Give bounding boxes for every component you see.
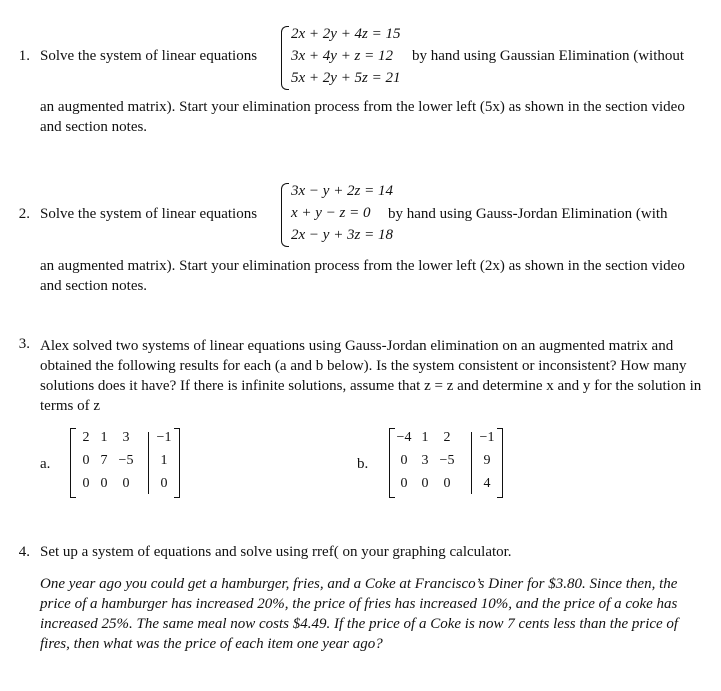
matrix-cell: 9 — [483, 453, 491, 468]
matrix-cell: −5 — [118, 453, 134, 468]
matrix-cell: 0 — [82, 453, 90, 468]
matrix-cell: 0 — [100, 476, 108, 491]
matrix-a — [70, 428, 180, 498]
word-problem: One year ago you could get a hamburger, fries, and a Coke at Francisco’s Diner for $3.80. Since then, the price of a hamburger has increased 20%, the price of fries has increased 10%, and the price of a coke has increased 25%. The same meal now costs $4.49. If the price of a Coke is now 7 cents less than the price of fires, then what was the price of each item one year ago? — [40, 576, 679, 652]
problem-continuation: an augmented matrix). Start your elimination process from the lower left (5x) as shown in the section video and section notes. — [40, 99, 685, 135]
problem-lead: Solve the system of linear equations — [40, 206, 258, 222]
problem-lead: Solve the system of linear equations — [40, 48, 258, 64]
matrix-cell: 3 — [122, 430, 130, 445]
matrix-cell: 3 — [421, 453, 429, 468]
matrix-cell: 0 — [400, 453, 408, 468]
matrix-cell: 0 — [122, 476, 130, 491]
equation-2: x + y − z = 0 — [291, 205, 371, 221]
matrix-cell: −4 — [396, 430, 412, 445]
matrix-cell: 0 — [443, 476, 451, 491]
matrix-cell: 1 — [421, 430, 429, 445]
matrix-cell: 1 — [100, 430, 108, 445]
matrix-b-label: b. — [357, 456, 369, 472]
matrix-cell: 2 — [443, 430, 451, 445]
matrix-cell: 2 — [82, 430, 90, 445]
problem-tail: by hand using Gauss-Jordan Elimination (with — [388, 206, 668, 222]
problem-tail: by hand using Gaussian Elimination (without — [412, 48, 685, 64]
problem-continuation: an augmented matrix). Start your elimination process from the lower left (2x) as shown in the section video and section notes. — [40, 258, 685, 294]
equation-1: 2x + 2y + 4z = 15 — [291, 26, 401, 42]
matrix-cell: 0 — [400, 476, 408, 491]
left-brace — [281, 26, 289, 90]
problem-number: 2. — [18, 206, 30, 222]
equation-3: 2x − y + 3z = 18 — [291, 227, 394, 243]
matrix-cell: −1 — [479, 430, 495, 445]
matrix-cell: 4 — [483, 476, 491, 491]
matrix-cell: −5 — [439, 453, 455, 468]
augment-bar — [471, 432, 472, 494]
matrix-cell: 1 — [160, 453, 168, 468]
matrix-cell: 0 — [160, 476, 168, 491]
augment-bar — [148, 432, 149, 494]
problem-number: 4. — [18, 544, 30, 560]
matrix-cell: −1 — [156, 430, 172, 445]
equation-3: 5x + 2y + 5z = 21 — [291, 70, 401, 86]
problem-text: Alex solved two systems of linear equations using Gauss-Jordan elimination on an augmented matrix and obtained the following results for each (a and b below). Is the system consistent or inconsistent? How many solutions does it have? If there is infinite solutions, assume that z = z and determine x and y for the solution in terms of z — [40, 338, 702, 414]
problem-number: 3. — [18, 336, 30, 352]
left-brace — [281, 183, 289, 247]
matrix-b — [389, 428, 503, 498]
equation-1: 3x − y + 2z = 14 — [291, 183, 394, 199]
matrix-cell: 7 — [100, 453, 108, 468]
equation-2: 3x + 4y + z = 12 — [291, 48, 394, 64]
problem-number: 1. — [18, 48, 30, 64]
matrix-cell: 0 — [82, 476, 90, 491]
matrix-cell: 0 — [421, 476, 429, 491]
matrix-a-label: a. — [40, 456, 51, 472]
problem-text: Set up a system of equations and solve using rref( on your graphing calculator. — [40, 544, 512, 560]
